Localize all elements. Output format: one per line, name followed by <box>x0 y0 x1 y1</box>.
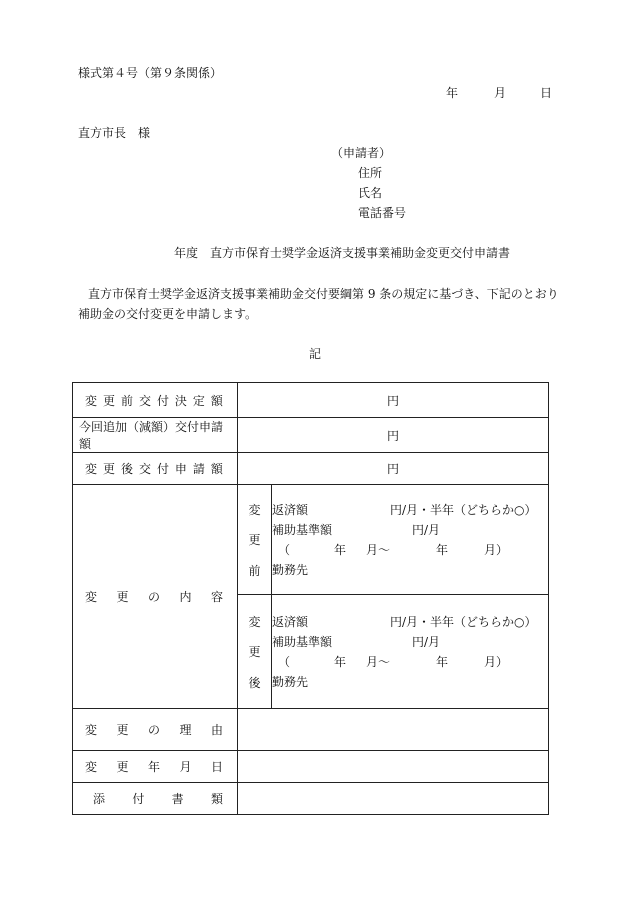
row-before-amount <box>73 383 549 418</box>
row-content-before <box>73 485 549 595</box>
side-label-before: 変 更 前 <box>238 485 272 595</box>
date-year: 年 <box>446 86 459 100</box>
row-reason <box>73 709 549 751</box>
applicant-phone: 電話番号 <box>358 206 407 220</box>
label-reason: 変 更 の 理 由 <box>73 709 238 751</box>
row-date <box>73 751 549 783</box>
document-title: 年度 直方市保育士奨学金返済支援事業補助金変更交付申請書 <box>174 246 511 260</box>
value-change-date[interactable] <box>238 751 549 783</box>
addressee: 直方市長 様 <box>78 126 151 140</box>
applicant-address: 住所 <box>358 166 383 180</box>
label-before-amount: 変 更 前 交 付 決 定 額 <box>73 383 238 418</box>
label-change-content: 変 更 の 内 容 <box>73 485 238 709</box>
applicant-name: 氏名 <box>358 186 383 200</box>
form-number: 様式第４号（第９条関係） <box>78 66 223 80</box>
label-change-date: 変 更 年 月 日 <box>73 751 238 783</box>
label-attachments: 添 付 書 類 <box>73 783 238 815</box>
value-after-amount[interactable]: 円 <box>238 453 549 485</box>
ki-heading: 記 <box>309 347 322 361</box>
date-month: 月 <box>494 86 507 100</box>
applicant-title: （申請者） <box>331 146 392 160</box>
label-after-amount: 変 更 後 交 付 申 請 額 <box>73 453 238 485</box>
label-additional: 今回追加（減額）交付申請額 <box>73 418 238 453</box>
value-reason[interactable] <box>238 709 549 751</box>
side-label-after: 変 更 後 <box>238 595 272 709</box>
body-line-1: 直方市保育士奨学金返済支援事業補助金交付要綱第 9 条の規定に基づき、下記のとおり <box>88 287 559 301</box>
details-before[interactable]: 返済額 円/月・半年（どちらか○） 補助基準額 円/月 （ 年 月〜 年 月） 勤務先 <box>272 485 549 595</box>
row-after-amount <box>73 453 549 485</box>
value-before-amount[interactable]: 円 <box>238 383 549 418</box>
body-line-2: 補助金の交付変更を申請します。 <box>78 307 258 321</box>
application-table <box>72 382 549 815</box>
date-day: 日 <box>540 86 553 100</box>
row-additional <box>73 418 549 453</box>
value-attachments[interactable] <box>238 783 549 815</box>
details-after[interactable]: 返済額 円/月・半年（どちらか○） 補助基準額 円/月 （ 年 月〜 年 月） 勤務先 <box>272 595 549 709</box>
row-attachments <box>73 783 549 815</box>
value-additional[interactable]: 円 <box>238 418 549 453</box>
